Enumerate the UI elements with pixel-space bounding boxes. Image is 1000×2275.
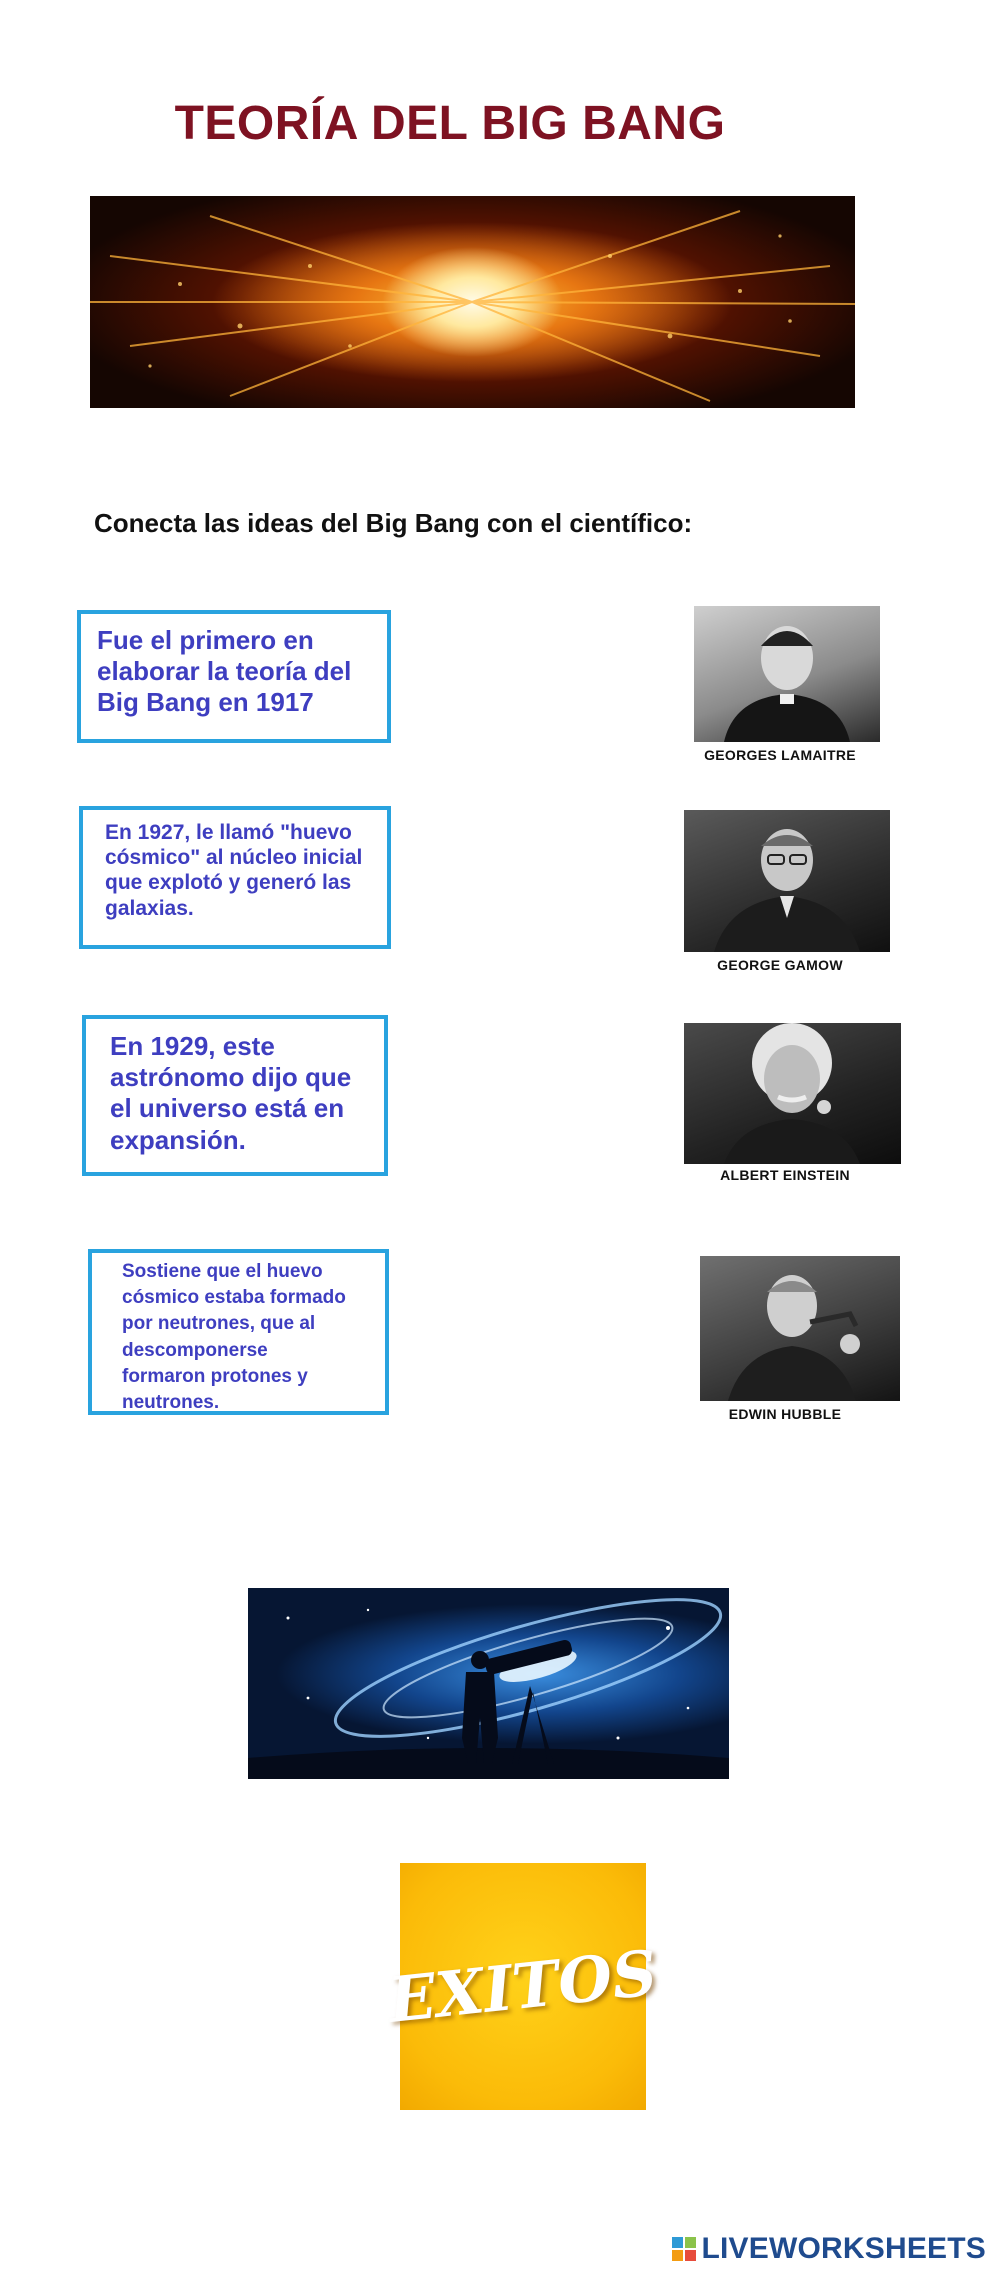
card-line: elaborar la teoría del: [97, 656, 352, 687]
card-line: el universo está en: [110, 1093, 345, 1124]
page-title: TEORÍA DEL BIG BANG: [174, 97, 726, 150]
card-line: que explotó y generó las: [105, 871, 352, 895]
card-line: Big Bang en 1917: [97, 687, 314, 718]
scientist-name-einstein: ALBERT EINSTEIN: [720, 1167, 850, 1183]
card-line: neutrones.: [122, 1392, 220, 1414]
telescope-galaxy-image: [248, 1588, 729, 1779]
scientist-name-lamaitre: GEORGES LAMAITRE: [704, 747, 856, 763]
card-line: galaxias.: [105, 896, 194, 920]
statement-card-2[interactable]: [79, 806, 391, 949]
liveworksheets-logo[interactable]: [672, 2232, 987, 2266]
brand-name: LIVEWORKSHEETS: [701, 2232, 986, 2265]
card-line: cósmico estaba formado: [122, 1287, 346, 1309]
instruction-text: Conecta las ideas del Big Bang con el científico:: [94, 508, 693, 538]
scientist-photo-lamaitre[interactable]: [694, 606, 880, 742]
scientist-photo-gamow[interactable]: [684, 810, 890, 952]
scientist-name-hubble: EDWIN HUBBLE: [728, 1406, 842, 1422]
exitos-text: EXITOS: [385, 1936, 661, 2037]
scientist-photo-einstein[interactable]: [684, 1023, 901, 1164]
liveworksheets-icon: [672, 2237, 696, 2261]
card-line: expansión.: [110, 1124, 246, 1155]
card-line: En 1929, este: [110, 1031, 275, 1061]
statement-card-1[interactable]: [77, 610, 391, 743]
card-line: por neutrones, que al: [122, 1313, 316, 1335]
card-line: formaron protones y: [122, 1365, 308, 1387]
card-line: Fue el primero en: [97, 625, 314, 655]
card-line: astrónomo dijo que: [110, 1062, 352, 1093]
exitos-badge: [385, 1863, 661, 2110]
scientist-name-gamow: GEORGE GAMOW: [717, 957, 843, 973]
card-line: descomponerse: [122, 1339, 268, 1361]
card-line: Sostiene que el huevo: [122, 1261, 323, 1282]
card-line: En 1927, le llamó "huevo: [105, 821, 352, 844]
big-bang-explosion-image: [90, 196, 855, 408]
statement-card-3[interactable]: [82, 1015, 388, 1176]
scientist-photo-hubble[interactable]: [700, 1256, 900, 1401]
card-line: cósmico" al núcleo inicial: [105, 846, 363, 870]
statement-card-4[interactable]: [88, 1249, 389, 1415]
